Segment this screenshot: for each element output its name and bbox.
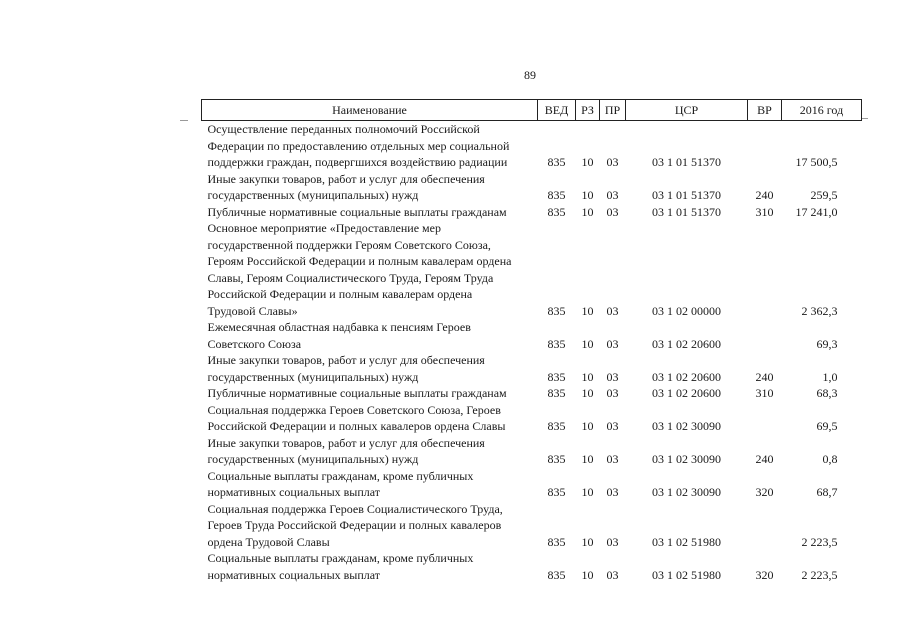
row-name-line: Славы, Героям Социалистического Труда, Героям Труда	[207, 270, 494, 285]
row-name-line: Социальная поддержка Героев Советского Союза, Героев	[207, 402, 501, 417]
header-ved: ВЕД	[538, 100, 576, 121]
row-name	[202, 352, 538, 385]
cell-pr: 03	[606, 534, 619, 549]
table-row	[202, 121, 862, 171]
row-name-line: Советского Союза	[207, 336, 302, 351]
cell-rz: 10	[581, 303, 594, 318]
cell-amount: 68,7	[816, 485, 838, 499]
cell-amount: 69,5	[816, 419, 838, 433]
cell-ved: 835	[547, 567, 566, 582]
cell-amount: 17 500,5	[795, 155, 838, 169]
row-name-line: Социальная поддержка Героев Социалистического Труда,	[207, 501, 503, 516]
row-name-line: Социальные выплаты гражданам, кроме публичных	[207, 551, 474, 565]
row-name-line: Федерации по предоставлению отдельных мер социальной	[207, 138, 510, 153]
row-name-line: Ежемесячная областная надбавка к пенсиям Героев	[207, 320, 471, 334]
cell-vr	[748, 220, 782, 319]
cell-rz: 10	[581, 188, 594, 202]
cell-csr: 03 1 02 20600	[652, 386, 721, 400]
table-row	[202, 352, 862, 385]
row-name	[202, 468, 538, 501]
row-name-line: Публичные нормативные социальные выплаты гражданам	[207, 386, 507, 400]
cell-pr: 03	[606, 452, 619, 466]
header-csr: ЦСР	[626, 100, 748, 121]
cell-amount: 0,8	[822, 452, 838, 466]
cell-rz: 10	[581, 204, 594, 219]
row-name-line: Осуществление переданных полномочий Российской	[207, 122, 480, 136]
cell-csr: 03 1 02 51980	[652, 567, 721, 582]
row-name-line: ордена Трудовой Славы	[207, 534, 330, 549]
cell-csr: 03 1 01 51370	[652, 188, 721, 202]
row-name	[202, 501, 538, 551]
budget-table	[201, 99, 862, 583]
cell-ved: 835	[547, 204, 566, 219]
table-row	[202, 319, 862, 352]
cell-ved: 835	[547, 155, 566, 169]
cell-rz: 10	[581, 452, 594, 466]
cell-vr: 240	[755, 452, 774, 466]
cell-ved: 835	[547, 386, 566, 400]
row-name-line: Трудовой Славы»	[207, 303, 298, 318]
table-row	[202, 468, 862, 501]
row-name-line: Основное мероприятие «Предоставление мер	[207, 221, 441, 235]
row-name-line: государственных (муниципальных) нужд	[207, 452, 419, 466]
cell-rz: 10	[581, 567, 594, 582]
row-name-line: государственной поддержки Героям Советского Союза,	[207, 237, 491, 252]
cell-rz: 10	[581, 155, 594, 169]
table-row	[202, 501, 862, 551]
cell-pr: 03	[606, 369, 619, 384]
row-name	[202, 385, 538, 402]
row-name-line: Иные закупки товаров, работ и услуг для обеспечения	[207, 435, 485, 450]
cell-csr: 03 1 02 00000	[652, 303, 721, 318]
cell-vr	[748, 319, 782, 352]
cell-csr: 03 1 01 51370	[652, 155, 721, 169]
cell-pr: 03	[606, 567, 619, 582]
row-name-line: Социальные выплаты гражданам, кроме публичных	[207, 468, 474, 483]
row-name-line: Российской Федерации и полных кавалеров ордена Славы	[207, 419, 506, 433]
header-pr: ПР	[600, 100, 626, 121]
cell-csr: 03 1 02 30090	[652, 485, 721, 499]
cell-csr: 03 1 02 20600	[652, 336, 721, 351]
cell-pr: 03	[606, 336, 619, 351]
header-name: Наименование	[202, 100, 538, 121]
cell-ved: 835	[547, 534, 566, 549]
cell-csr: 03 1 02 30090	[652, 452, 721, 466]
table-row	[202, 204, 862, 221]
cell-ved: 835	[547, 188, 566, 202]
cell-csr: 03 1 02 30090	[652, 419, 721, 433]
cell-vr: 320	[755, 485, 774, 499]
table-row	[202, 435, 862, 468]
row-name-line: Иные закупки товаров, работ и услуг для обеспечения	[207, 171, 485, 186]
table-row	[202, 385, 862, 402]
row-name-line: Героям Российской Федерации и полным кавалерам ордена	[207, 254, 512, 268]
cell-pr: 03	[606, 155, 619, 169]
cell-ved: 835	[547, 452, 566, 466]
cell-amount: 69,3	[816, 336, 838, 351]
cell-pr: 03	[606, 204, 619, 219]
cell-rz: 10	[581, 485, 594, 499]
row-name	[202, 550, 538, 583]
cell-amount: 259,5	[810, 188, 838, 202]
row-name	[202, 220, 538, 319]
row-name-line: государственных (муниципальных) нужд	[207, 369, 419, 384]
scan-edge-mark	[180, 120, 188, 121]
cell-vr	[748, 402, 782, 435]
row-name	[202, 402, 538, 435]
cell-amount: 68,3	[816, 386, 838, 400]
cell-vr	[748, 121, 782, 171]
row-name	[202, 204, 538, 221]
cell-ved: 835	[547, 419, 566, 433]
header-vr: ВР	[748, 100, 782, 121]
cell-pr: 03	[606, 303, 619, 318]
row-name-line: нормативных социальных выплат	[207, 485, 381, 499]
cell-vr: 310	[755, 386, 774, 400]
row-name-line: Героев Труда Российской Федерации и полных кавалеров	[207, 518, 502, 532]
row-name-line: Российской Федерации и полным кавалерам ордена	[207, 287, 473, 301]
cell-vr	[748, 501, 782, 551]
scan-edge-mark	[862, 118, 868, 119]
row-name	[202, 319, 538, 352]
row-name	[202, 171, 538, 204]
table-row	[202, 220, 862, 319]
cell-pr: 03	[606, 419, 619, 433]
cell-amount: 1,0	[822, 369, 838, 384]
row-name-line: Иные закупки товаров, работ и услуг для обеспечения	[207, 353, 485, 367]
cell-vr: 310	[755, 204, 774, 219]
row-name-line: государственных (муниципальных) нужд	[207, 188, 419, 202]
cell-csr: 03 1 02 51980	[652, 534, 721, 549]
row-name	[202, 121, 538, 171]
row-name-line: нормативных социальных выплат	[207, 567, 381, 582]
table-header-row	[202, 100, 862, 121]
table-row	[202, 402, 862, 435]
cell-pr: 03	[606, 188, 619, 202]
cell-rz: 10	[581, 336, 594, 351]
table-row	[202, 171, 862, 204]
cell-rz: 10	[581, 386, 594, 400]
cell-ved: 835	[547, 485, 566, 499]
header-year: 2016 год	[782, 100, 862, 121]
row-name	[202, 435, 538, 468]
cell-amount: 2 362,3	[801, 303, 838, 318]
cell-ved: 835	[547, 369, 566, 384]
header-rz: РЗ	[576, 100, 600, 121]
cell-csr: 03 1 01 51370	[652, 204, 721, 219]
cell-ved: 835	[547, 336, 566, 351]
cell-pr: 03	[606, 485, 619, 499]
cell-amount: 2 223,5	[801, 567, 838, 582]
cell-vr: 320	[755, 567, 774, 582]
row-name-line: поддержки граждан, подвергшихся воздействию радиации	[207, 155, 508, 169]
cell-amount: 17 241,0	[795, 204, 838, 219]
page-number: 89	[524, 68, 536, 82]
cell-vr: 240	[755, 369, 774, 384]
cell-rz: 10	[581, 419, 594, 433]
cell-amount: 2 223,5	[801, 534, 838, 549]
table-body	[202, 121, 862, 584]
row-name-line: Публичные нормативные социальные выплаты гражданам	[207, 204, 507, 219]
cell-pr: 03	[606, 386, 619, 400]
cell-rz: 10	[581, 534, 594, 549]
cell-vr: 240	[755, 188, 774, 202]
cell-csr: 03 1 02 20600	[652, 369, 721, 384]
cell-ved: 835	[547, 303, 566, 318]
cell-rz: 10	[581, 369, 594, 384]
table-row	[202, 550, 862, 583]
